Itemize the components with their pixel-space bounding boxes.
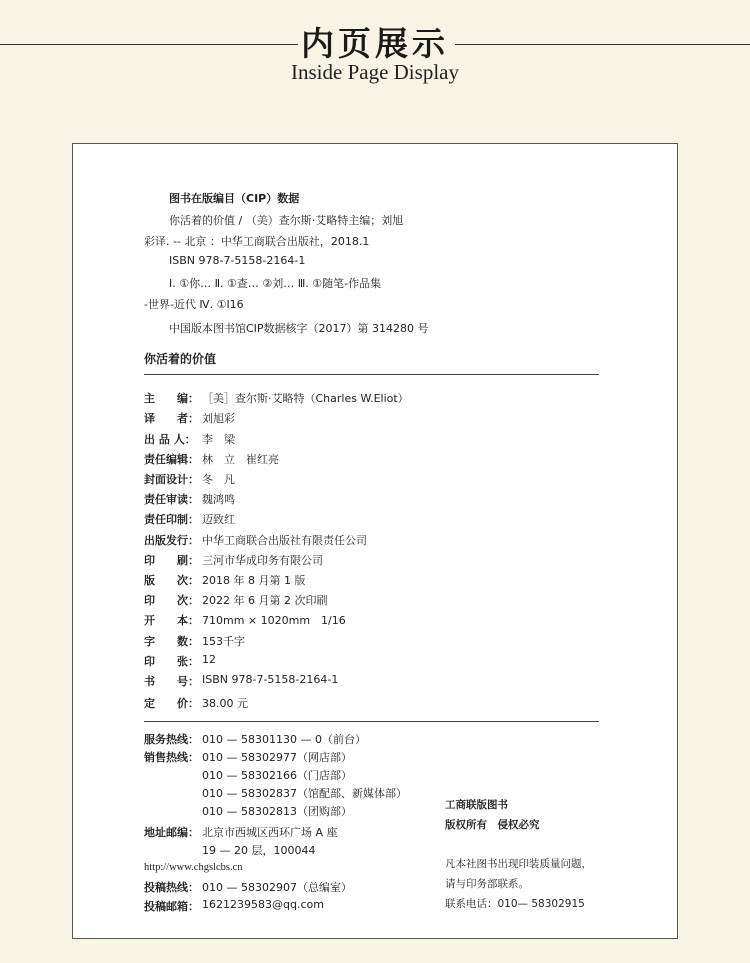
- credit-label: 字 数：: [144, 635, 199, 648]
- service-value: 010 — 58301130 — 0（前台）: [202, 733, 366, 746]
- credit-value: 魏鸿鸣: [202, 493, 235, 506]
- credit-value: 38.00 元: [202, 697, 248, 710]
- credit-label: 出版发行：: [144, 534, 199, 547]
- cip-heading: 图书在版编目（CIP）数据: [169, 192, 300, 205]
- sales-value: 010 — 58302813（团购部）: [202, 805, 352, 818]
- credit-value: 冬 凡: [202, 473, 235, 486]
- credit-value: 153千字: [202, 635, 245, 648]
- copyright-page: [72, 143, 678, 939]
- credit-value: 12: [202, 653, 216, 666]
- cip-line: Ⅰ. ①你… Ⅱ. ①查… ②刘… Ⅲ. ①随笔-作品集: [169, 277, 382, 290]
- credit-label: 印 刷：: [144, 554, 199, 567]
- address-label: 地址邮编：: [144, 826, 199, 839]
- page-subtitle: Inside Page Display: [291, 60, 459, 84]
- credit-value: 迈致红: [202, 513, 235, 526]
- cip-line: 彩译. -- 北京 ：中华工商联合出版社，2018.1: [144, 235, 370, 248]
- submit-phone-label: 投稿热线：: [144, 881, 199, 894]
- credit-label: 书 号：: [144, 675, 199, 688]
- credit-value: 2018 年 8 月第 1 版: [202, 574, 306, 587]
- credit-value: 中华工商联合出版社有限责任公司: [202, 534, 367, 547]
- address-line: 19 — 20 层，100044: [202, 844, 316, 857]
- divider-top: [144, 374, 599, 375]
- credit-label: 译 者：: [144, 412, 199, 425]
- credit-label: 印 张：: [144, 655, 199, 668]
- submit-email-value: 1621239583@qq.com: [202, 898, 324, 911]
- cip-note: 中国版本图书馆CIP数据核字（2017）第 314280 号: [169, 322, 429, 335]
- credit-label: 出 品 人：: [144, 433, 196, 446]
- credit-value: 三河市华成印务有限公司: [202, 554, 323, 567]
- divider-bottom: [144, 721, 599, 722]
- cip-line: 你活着的价值 / （美）查尔斯·艾略特主编；刘旭: [169, 214, 404, 227]
- credit-value: 林 立 崔红亮: [202, 453, 279, 466]
- cip-line: -世界-近代 Ⅳ. ①I16: [144, 298, 244, 311]
- credit-value: 710mm × 1020mm 1/16: [202, 614, 346, 627]
- credit-label: 责任审读：: [144, 493, 199, 506]
- sales-label: 销售热线：: [144, 751, 199, 764]
- notice-line: 联系电话：010— 58302915: [445, 898, 585, 910]
- sales-value: 010 — 58302166（门店部）: [202, 769, 352, 782]
- credit-label: 版 次：: [144, 574, 199, 587]
- credit-value: ISBN 978-7-5158-2164-1: [202, 673, 339, 686]
- notice-line: 凡本社图书出现印装质量问题，: [445, 858, 592, 870]
- credit-label: 主 编：: [144, 392, 199, 405]
- credit-label: 责任编辑：: [144, 453, 199, 466]
- service-label: 服务热线：: [144, 733, 199, 746]
- credit-label: 定 价：: [144, 697, 199, 710]
- page-title: 内页展示: [301, 24, 449, 63]
- notice-line: 请与印务部联系。: [445, 878, 529, 890]
- credit-label: 开 本：: [144, 614, 199, 627]
- submit-phone-value: 010 — 58302907（总编室）: [202, 881, 352, 894]
- sales-value: 010 — 58302837（馆配部、新媒体部）: [202, 787, 407, 800]
- credit-label: 封面设计：: [144, 473, 199, 486]
- book-title: 你活着的价值: [144, 352, 217, 366]
- credit-value: 李 梁: [202, 433, 235, 446]
- credit-value: 2022 年 6 月第 2 次印刷: [202, 594, 328, 607]
- sales-value: 010 — 58302977（网店部）: [202, 751, 352, 764]
- website-link[interactable]: http://www.chgslcbs.cn: [144, 862, 243, 873]
- cip-line: ISBN 978-7-5158-2164-1: [169, 254, 306, 267]
- credit-value: ［美］查尔斯·艾略特（Charles W.Eliot）: [202, 392, 409, 405]
- address-line: 北京市西城区西环广场 A 座: [202, 826, 338, 839]
- credit-label: 印 次：: [144, 594, 199, 607]
- notice-line: 版权所有 侵权必究: [445, 819, 540, 831]
- credit-value: 刘旭彩: [202, 412, 235, 425]
- credit-label: 责任印制：: [144, 513, 199, 526]
- submit-email-label: 投稿邮箱：: [144, 900, 199, 913]
- notice-line: 工商联版图书: [445, 799, 508, 811]
